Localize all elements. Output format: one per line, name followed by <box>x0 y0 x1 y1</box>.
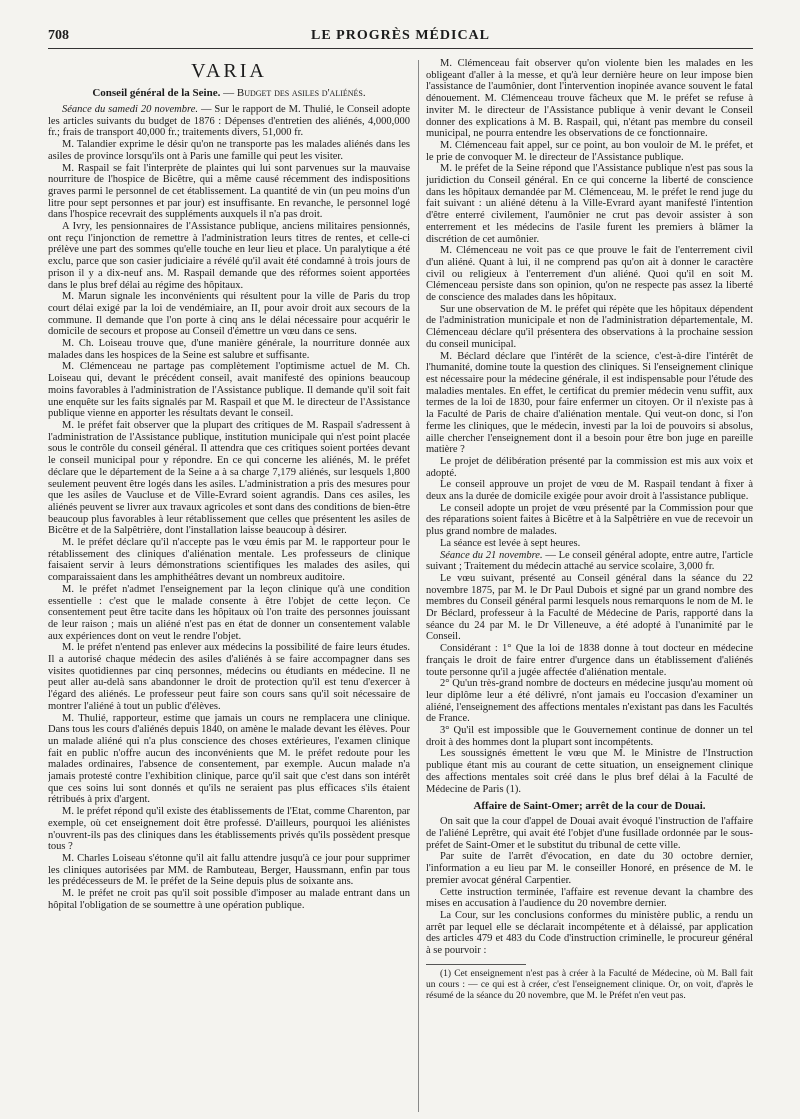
paragraph: A Ivry, les pensionnaires de l'Assistance publique, anciens militaires pensionnés, ont reçu l'injonction de remettre à l'administration leurs titres de rentes, et celle-ci prélève une part des sommes qu'elle touche en leur lieu et place. Un paralytique a été exclu, parce que son casier judiciaire a révélé qu'il avait été condamné à trois jours de prison il y a dix-neuf ans. M. Raspail demande que des réformes soient apportées dans le plus bref délai au régime des hôpitaux. <box>48 221 410 291</box>
page-number: 708 <box>48 28 69 43</box>
paragraph: M. le préfet ne croit pas qu'il soit possible d'imposer au malade entrant dans un hôpital l'obligation de se soumettre à une opération publique. <box>48 888 410 911</box>
section-subtitle: — Budget des asiles d'aliénés. <box>220 87 366 99</box>
paragraph: Cette instruction terminée, l'affaire est revenue devant la chambre des mises en accusation à l'audience du 20 novembre dernier. <box>426 886 753 910</box>
paragraph: 2° Qu'un très-grand nombre de docteurs en médecine jusqu'au moment où leur diplôme leur a été délivré, n'ont jamais eu l'occasion d'examiner un aliéné, l'enseignement des affections mentales n'existant pas dans les Facultés de France. <box>426 678 753 725</box>
varia-heading: VARIA <box>191 60 267 82</box>
paragraph: M. Béclard déclare que l'intérêt de la science, c'est-à-dire l'intérêt de l'humanité, domine toute la question des cliniques. Si l'enseignement clinique est nécessaire pour la médecine générale, il est indispensable pour l'étude des maladies mentales. En effet, le certificat du premier médecin venu suffit, aux termes de la loi de 1830, pour faire enfermer un citoyen. Or il n'existe pas à la Faculté de Paris de chaire d'aliénation mentale. Qui veut-on donc, si l'on ferme les cliniques, que le médecin, investi par la loi de pouvoirs si absolus, aille chercher l'enseignement dont il a besoin pour être bon juge en pareille matière ? <box>426 350 753 456</box>
paragraph: M. le préfet fait observer que la plupart des critiques de M. Raspail s'adressent à l'administration de l'Assistance publique, institution municipale qui n'est point placée sous le contrôle du conseil général. Il attendra que ces critiques soient portées devant le conseil municipal pour y répondre. En ce qui concerne les aliénés, M. le préfet déclare que le département de la Seine a à sa charge 7,179 aliénés, sur lesquels 1,800 seulement peuvent être logés dans les asiles. L'administration a pris des mesures pour que les asiles de Vaucluse et de Ville-Evrard soient agrandis. Dans ces asiles, les aliénés peuvent se livrer aux travaux agricoles et sont dans des conditions de bien-être beaucoup plus favorables à leur rétablissement que celles que présentent les asiles de Bicêtre et de la Salpêtrière, dont l'installation laisse beaucoup à désirer. <box>48 419 410 537</box>
section-title <box>48 87 410 100</box>
paragraph: On sait que la cour d'appel de Douai avait évoqué l'instruction de l'affaire de l'aliéné Leprêtre, qui avait été l'objet d'une fusillade ordonnée par le sous-préfet de Saint-Omer et le substitut du tribunal de cette ville. <box>426 816 753 851</box>
paragraph: M. Charles Loiseau s'étonne qu'il ait fallu attendre jusqu'à ce jour pour supprimer les cliniques autorisées par MM. de Rambuteau, Berger, Haussmann, enfin par tous les prédécesseurs de M. le préfet de la Seine depuis plus de soixante ans. <box>48 853 410 888</box>
section-title: Affaire de Saint-Omer; arrêt de la cour de Douai. <box>473 800 706 813</box>
footnote: (1) Cet enseignement n'est pas à créer à la Faculté de Médecine, où M. Ball fait un cours : — ce qui est à créer, c'est l'enseignement clinique. Or, on voit, d'après le résumé de la séance du 20 novembre, que M. le Préfet n'en veut pas. <box>426 968 753 1001</box>
paragraph: M. Clémenceau ne partage pas complètement l'optimisme actuel de M. Ch. Loiseau qui, devant le précédent conseil, avait manifesté des opinions beaucoup moins favorables à l'administration de l'Assistance publique. Il demande qu'il soit fait une enquête sur les faits signalés par M. Raspail et que M. le directeur de l'Assistance publique vienne en apporter les résultats devant le conseil. <box>48 361 410 420</box>
paragraph: Le conseil adopte un projet de vœu présenté par la Commission pour que des réparations soient faites à Bicêtre et à la Salpêtrière en vue de recevoir un plus grand nombre de malades. <box>426 502 753 538</box>
paragraph: Considérant : 1° Que la loi de 1838 donne à tout docteur en médecine français le droit de faire entrer d'urgence dans un établissement d'aliénés toute personne qu'il a jugée affectée d'aliénation mentale. <box>426 643 753 678</box>
paragraph: M. Talandier exprime le désir qu'on ne transporte pas les malades aliénés dans les asiles de province lorsqu'ils ont à Paris une famille qui peut les visiter. <box>48 139 410 162</box>
session-label: Séance du 21 novembre. <box>440 549 543 561</box>
paragraph: M. Ch. Loiseau trouve que, d'une manière générale, la nourriture donnée aux malades dans les hospices de la Seine est salubre et suffisante. <box>48 338 410 361</box>
paragraph <box>426 550 753 573</box>
paragraph: Le vœu suivant, présenté au Conseil général dans la séance du 22 novembre 1875, par M. le Dr Paul Dubois et signé par un grand nombre des membres du Conseil général parmi lesquels nous remarquons le nom de M. le Dr Béclard, professeur à la Faculté de Médecine de Paris, rapporté dans la séance du 24 par M. le Dr Villeneuve, a été adopté à l'unanimité par le Conseil. <box>426 572 753 643</box>
paragraph: M. le préfet n'entend pas enlever aux médecins la possibilité de faire leurs études. Il a autorisé chaque médecin des asiles d'aliénés à se faire accompagner dans ses visites quotidiennes par cinq personnes, médecins ou étudiants en médecine. Il ne peut aller au-delà sans abandonner le droit de protection qu'il est tenu d'exercer à l'égard des aliénés. Le professeur peut faire son cours sans qu'il soit nécessaire de montrer l'aliéné à tout un public d'élèves. <box>48 642 410 712</box>
paragraph: M. Marun signale les inconvénients qui résultent pour la ville de Paris du trop court délai exigé par la loi de vendémiaire, an II, pour avoir droit aux secours de la commune. Il demande que l'on porte à cinq ans le délai nécessaire pour acquérir le domicile de secours et propose au Conseil d'émettre un vœu dans ce sens. <box>48 291 410 338</box>
paragraph: Sur une observation de M. le préfet qui répète que les hôpitaux dépendent de l'administration municipale et non de l'administration départementale, M. Clémenceau déclare qu'il présentera des observations à la prochaine session du conseil municipal. <box>426 303 753 350</box>
running-head <box>48 28 753 46</box>
paragraph: Le projet de délibération présenté par la commission est mis aux voix et adopté. <box>426 455 753 479</box>
paragraph-text: — Sur le rapport de M. Thulié, le Conseil adopte les articles suivants du budget de 1876 : Dépenses d'entretien des aliénés, 4,000,000 fr.; frais de transport 40,000 fr.; traitements divers, 51,000 fr. <box>48 104 410 139</box>
paragraph: La séance est levée à sept heures. <box>440 537 581 549</box>
left-column <box>48 58 410 1113</box>
section-title-main: Conseil général de la Seine. <box>92 87 221 99</box>
paragraph: Par suite de l'arrêt d'évocation, en date du 30 octobre dernier, l'information a eu lieu par M. le conseiller Honoré, en présence de M. le premier avocat général Carpentier. <box>426 851 753 886</box>
paragraph: M. Clémenceau fait appel, sur ce point, au bon vouloir de M. le préfet, et le prie de convoquer M. le directeur de l'Assistance publique. <box>426 139 753 163</box>
paragraph: M. Clémenceau fait observer qu'on violente bien les malades en les obligeant d'aller à la messe, et qu'à leur dernière heure on leur impose bien l'assistance de l'aumônier, dont l'intervention inopinée avance souvent le fatal dénouement. M. Clémenceau trouve fâcheux que M. le préfet se refuse à inviter M. le directeur de l'Assistance publique à venir devant le Conseil donner des explications à M. B. Raspail, qui, n'étant pas membre du conseil municipal, ne pourra entendre les observations de ce fonctionnaire. <box>426 58 753 140</box>
paragraph: Le conseil approuve un projet de vœu de M. Raspail tendant à fixer à deux ans la durée de domicile exigée pour avoir droit à l'assistance publique. <box>426 479 753 503</box>
paragraph: M. Raspail se fait l'interprète de plaintes qui lui sont parvenues sur la mauvaise nourriture de l'hospice de Bicêtre, qui a même causé récemment des indispositions graves parmi le personnel de cet établissement. La quantité de vin (un peu moins d'un litre pour sept personnes et par jour) est insuffisante. En revanche, le personnel logé dans l'hospice recevrait des suppléments auxquels il n'a pas droit. <box>48 162 410 221</box>
column-separator <box>418 60 419 1112</box>
paragraph: La Cour, sur les conclusions conformes du ministère public, a rendu un arrêt par lequel elle se déclarait incompétente et à délaissé, par application des articles 479 et 483 du Code d'instruction criminelle, le procureur général à se pourvoir : <box>426 909 753 957</box>
paragraph: M. le préfet de la Seine répond que l'Assistance publique n'est pas sous la juridiction du Conseil général. En ce qui concerne la liberté de conscience dans les hôpitaux demandée par M. Clémenceau, M. le préfet le rend juge du fait suivant : un aliéné détenu à la Ville-Evrard ayant manifesté l'intention d'être enterré civilement, l'aumônier ne crut pas devoir assister à son enterrement et les médecins de l'asile furent les premiers à blâmer la discrétion de cet aumônier. <box>426 163 753 245</box>
paragraph-text: — Le conseil général adopte, entre autre, l'article suivant ; Traitement du médecin attaché au service scolaire, 3,000 fr. <box>426 549 753 573</box>
paragraph <box>48 104 410 139</box>
header-rule <box>48 48 753 49</box>
journal-title: LE PROGRÈS MÉDICAL <box>310 28 491 43</box>
right-column <box>426 58 753 1113</box>
paragraph: M. le préfet n'admet l'enseignement par la leçon clinique qu'à une condition essentielle : c'est que le malade consente à être l'objet de cette leçon. Ce consentement peut être tacite dans les hôpitaux où l'on traite des personnes jouissant de leur raison ; mais un aliéné n'est pas en état de donner un consentement valable aux expériences dont on veut le rendre l'objet. <box>48 583 410 642</box>
paragraph: M. Clémenceau ne voit pas ce que prouve le fait de l'enterrement civil d'un aliéné. Quant à lui, il ne comprend pas qu'on ait à donner le caractère civil ou religieux à l'enterrement d'un aliéné. Quoi qu'il en soit M. Clémenceau persiste dans son opinion, qu'on ne respecte pas assez la liberté de conscience des malades dans les hôpitaux. <box>426 245 753 304</box>
footnote-rule <box>426 964 526 965</box>
paragraph: Les soussignés émettent le vœu que M. le Ministre de l'Instruction publique étant mis au courant de cette situation, un enseignement clinique des affections mentales soit créé dans le plus bref délai à la Faculté de Médecine de Paris (1). <box>426 748 753 795</box>
paragraph: M. le préfet déclare qu'il n'accepte pas le vœu émis par M. le rapporteur pour le rétablissement des cliniques d'aliénation mentale. Les professeurs de clinique faisaient servir à leurs démonstrations scientifiques les malades des asiles, qui comparaissaient dans les amphithéâtres devant un nombreux auditoire. <box>48 537 410 584</box>
paragraph: M. le préfet répond qu'il existe des établissements de l'Etat, comme Charenton, par exemple, où cet enseignement doit être professé. D'ailleurs, pourquoi les aliénistes n'ouvrent-ils pas des cliniques dans les établissements privés qu'ils possèdent presque tous ? <box>48 806 410 853</box>
paragraph: M. Thulié, rapporteur, estime que jamais un cours ne remplacera une clinique. Dans tous les cours d'aliénés depuis 1840, on amène le malade devant les élèves. Pour un malade aliéné qui n'a plus conscience des choses extérieures, l'examen clinique fait en public n'offre aucun des inconvénients que M. le préfet redoute pour les malades ordinaires, l'absence de consentement, par exemple. Aucun malade n'a jamais protesté contre l'exhibition clinique, parce qu'il sait que c'est dans son intérêt que ces soins lui sont donnés et qu'ils ne seraient pas plus efficaces s'ils étaient rétribués à prix d'argent. <box>48 712 410 806</box>
paragraph: 3° Qu'il est impossible que le Gouvernement continue de donner un tel droit à des hommes dont la plupart sont incompétents. <box>426 725 753 748</box>
session-label: Séance du samedi 20 novembre. <box>62 104 198 115</box>
